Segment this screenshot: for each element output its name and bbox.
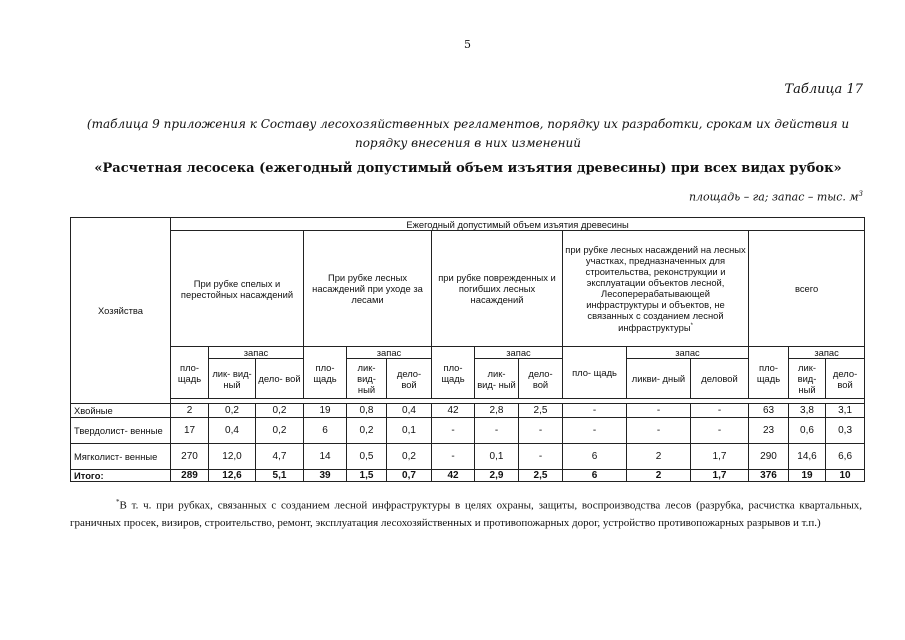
value-cell: 12,0: [209, 444, 256, 470]
value-cell: 42: [432, 470, 475, 482]
stock-header: запас: [475, 347, 563, 359]
group-header-infrastructure-text: при рубке лесных насаждений на лесных участках, предназначенных для строительства, реконструкции и эксплуатации объектов лесной, Лесоперерабатывающей инфраструктуры и объектов, не связанных с созданием лесной инфраструктуры: [565, 243, 746, 334]
liquid-header: лик- вид- ный: [347, 359, 387, 399]
value-cell: 12,6: [209, 470, 256, 482]
area-header: пло- щадь: [563, 347, 627, 399]
units-note: [689, 190, 863, 204]
value-cell: 0,1: [387, 418, 432, 444]
business-header: дело- вой: [256, 359, 304, 399]
business-header: дело- вой: [519, 359, 563, 399]
value-cell: 376: [749, 470, 789, 482]
value-cell: 63: [749, 404, 789, 418]
value-cell: 270: [171, 444, 209, 470]
value-cell: -: [475, 418, 519, 444]
value-cell: -: [519, 418, 563, 444]
page-number: 5: [464, 38, 471, 51]
value-cell: 0,3: [826, 418, 865, 444]
stock-header: запас: [627, 347, 749, 359]
value-cell: 2: [171, 404, 209, 418]
value-cell: -: [691, 418, 749, 444]
business-header: дело- вой: [387, 359, 432, 399]
value-cell: 3,1: [826, 404, 865, 418]
value-cell: 0,4: [387, 404, 432, 418]
table-title: «Расчетная лесосека (ежегодный допустимый объем изъятия древесины) при всех видах рубок»: [94, 161, 842, 176]
footnote: [70, 494, 862, 532]
footnote-text: В т. ч. при рубках, связанных с созданием лесной инфраструктуры в целях охраны, защиты, воспроизводства лесов (разрубка, расчистка квартальных, граничных просек, визиров, строительство, ремонт, эксплуатация лесохозяйственных и противопожарных дорог, устройство противопожарных разрывов и т.п.): [70, 499, 862, 529]
value-cell: 2,5: [519, 404, 563, 418]
value-cell: -: [627, 404, 691, 418]
area-header: пло- щадь: [749, 347, 789, 399]
value-cell: -: [563, 404, 627, 418]
value-cell: 23: [749, 418, 789, 444]
value-cell: 1,7: [691, 444, 749, 470]
value-cell: 0,4: [209, 418, 256, 444]
table-row: [71, 404, 865, 418]
table-row: [71, 444, 865, 470]
value-cell: 6,6: [826, 444, 865, 470]
area-header: пло- щадь: [432, 347, 475, 399]
area-header: пло- щадь: [304, 347, 347, 399]
table-subtitle: (таблица 9 приложения к Составу лесохозяйственных регламентов, порядку их разработки, срокам их действия и порядку внесения в них изменений: [86, 117, 850, 150]
group-header-total: всего: [749, 231, 865, 347]
liquid-header: ликви- дный: [627, 359, 691, 399]
table-number: Таблица 17: [784, 82, 863, 97]
footnote-marker: *: [116, 498, 120, 506]
group-header-damaged: при рубке поврежденных и погибших лесных насаждений: [432, 231, 563, 347]
value-cell: 0,2: [387, 444, 432, 470]
value-cell: 19: [789, 470, 826, 482]
value-cell: 2,8: [475, 404, 519, 418]
stock-header: запас: [209, 347, 304, 359]
liquid-header: лик- вид- ный: [789, 359, 826, 399]
value-cell: -: [563, 418, 627, 444]
value-cell: -: [519, 444, 563, 470]
value-cell: 289: [171, 470, 209, 482]
value-cell: 1,7: [691, 470, 749, 482]
value-cell: 0,8: [347, 404, 387, 418]
value-cell: 5,1: [256, 470, 304, 482]
farm-name-cell: Итого:: [71, 470, 171, 482]
value-cell: 42: [432, 404, 475, 418]
value-cell: 19: [304, 404, 347, 418]
value-cell: 0,2: [256, 418, 304, 444]
value-cell: 14,6: [789, 444, 826, 470]
value-cell: -: [691, 404, 749, 418]
group-header-infrastructure-sup: *: [690, 322, 693, 329]
stock-header: запас: [789, 347, 865, 359]
value-cell: 0,2: [347, 418, 387, 444]
units-text: площадь – га; запас – тыс. м: [688, 190, 859, 204]
value-cell: 0,6: [789, 418, 826, 444]
business-header: деловой: [691, 359, 749, 399]
volume-group-header: Ежегодный допустимый объем изъятия древесины: [171, 218, 865, 231]
value-cell: 2,9: [475, 470, 519, 482]
value-cell: 4,7: [256, 444, 304, 470]
value-cell: 10: [826, 470, 865, 482]
value-cell: 2,5: [519, 470, 563, 482]
value-cell: 6: [304, 418, 347, 444]
value-cell: 0,7: [387, 470, 432, 482]
group-header-care: При рубке лесных насаждений при уходе за лесами: [304, 231, 432, 347]
value-cell: 290: [749, 444, 789, 470]
value-cell: 0,2: [209, 404, 256, 418]
farm-name-cell: Твердолист- венные: [71, 418, 171, 444]
value-cell: 6: [563, 444, 627, 470]
value-cell: 2: [627, 470, 691, 482]
value-cell: 14: [304, 444, 347, 470]
liquid-header: лик- вид- ный: [209, 359, 256, 399]
farm-name-cell: Мягколист- венные: [71, 444, 171, 470]
value-cell: 0,2: [256, 404, 304, 418]
value-cell: 39: [304, 470, 347, 482]
value-cell: 0,5: [347, 444, 387, 470]
table-row-total: [71, 470, 865, 482]
liquid-header: лик- вид- ный: [475, 359, 519, 399]
stock-header: запас: [347, 347, 432, 359]
value-cell: 0,1: [475, 444, 519, 470]
value-cell: -: [432, 418, 475, 444]
value-cell: 3,8: [789, 404, 826, 418]
table-row: [71, 418, 865, 444]
business-header: дело- вой: [826, 359, 865, 399]
group-header-mature: При рубке спелых и перестойных насаждений: [171, 231, 304, 347]
value-cell: -: [432, 444, 475, 470]
area-header: пло- щадь: [171, 347, 209, 399]
value-cell: 2: [627, 444, 691, 470]
farms-header: Хозяйства: [71, 218, 171, 404]
group-header-infrastructure: [563, 231, 749, 347]
allowable-cut-table: [70, 217, 865, 482]
value-cell: -: [627, 418, 691, 444]
value-cell: 1,5: [347, 470, 387, 482]
value-cell: 17: [171, 418, 209, 444]
farm-name-cell: Хвойные: [71, 404, 171, 418]
units-superscript: 3: [858, 190, 863, 198]
value-cell: 6: [563, 470, 627, 482]
